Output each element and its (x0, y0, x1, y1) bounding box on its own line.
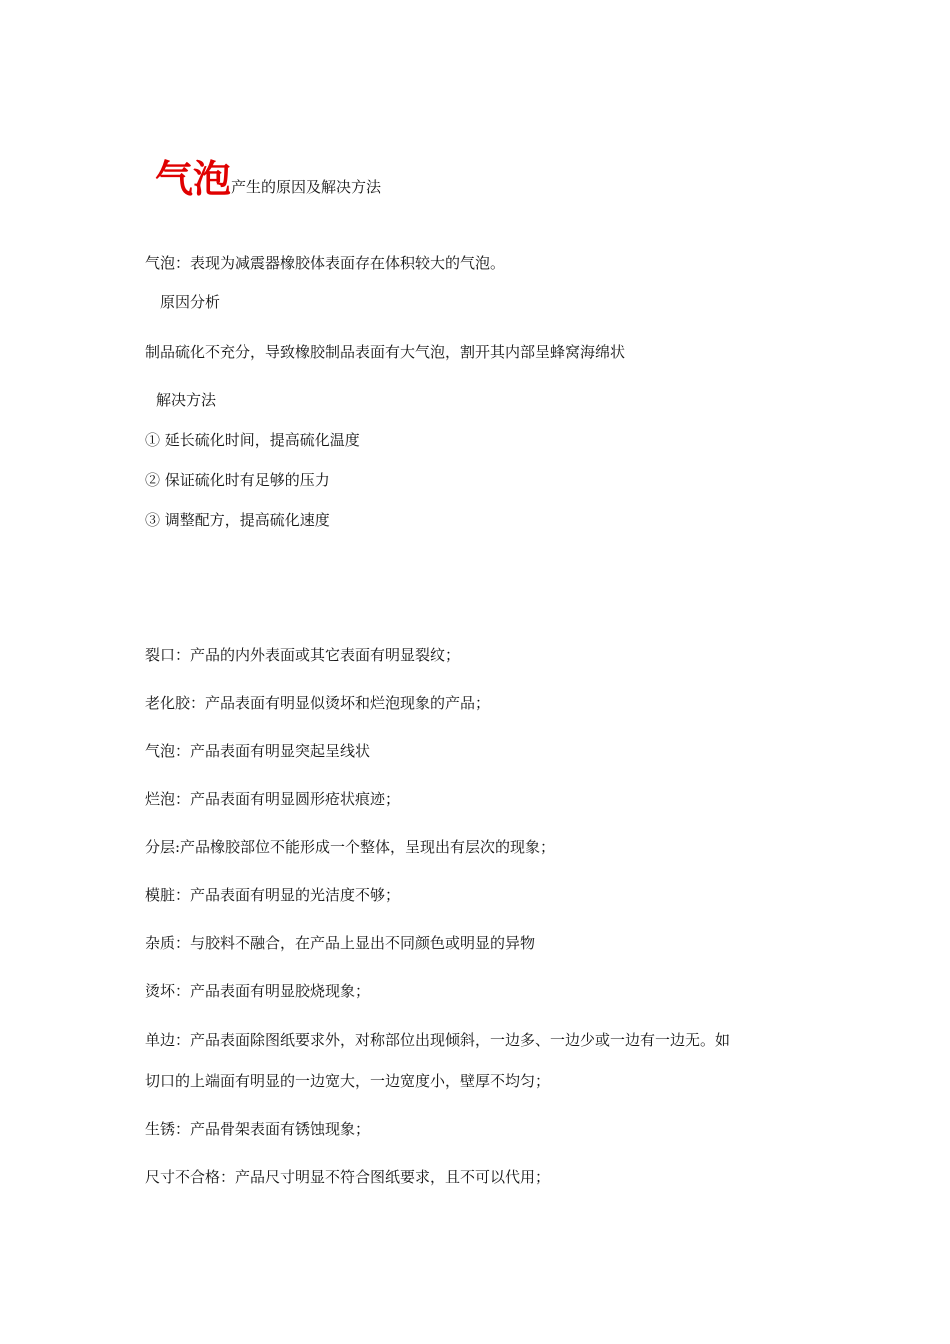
defect-item: 生锈：产品骨架表面有锈蚀现象； (145, 1120, 371, 1138)
cause-paragraph: 制品硫化不充分，导致橡胶制品表面有大气泡，割开其内部呈蜂窝海绵状 (145, 343, 626, 361)
cause-heading: 原因分析 (160, 293, 221, 311)
document-title (155, 157, 382, 201)
defect-item: 单边：产品表面除图纸要求外，对称部位出现倾斜，一边多、一边少或一边有一边无。如 (145, 1031, 731, 1049)
defect-item: 尺寸不合格：产品尺寸明显不符合图纸要求，且不可以代用； (145, 1168, 551, 1186)
solution-heading: 解决方法 (156, 391, 217, 409)
solution-item: ③ 调整配方，提高硫化速度 (145, 511, 330, 529)
intro-paragraph: 气泡：表现为减震器橡胶体表面存在体积较大的气泡。 (145, 254, 506, 272)
defect-item: 老化胶：产品表面有明显似烫坏和烂泡现象的产品； (145, 694, 491, 712)
defect-item: 分层:产品橡胶部位不能形成一个整体，呈现出有层次的现象； (145, 838, 556, 856)
title-highlight: 气泡 (155, 157, 232, 201)
title-rest: 产生的原因及解决方法 (231, 178, 382, 196)
defect-item-continuation: 切口的上端面有明显的一边宽大，一边宽度小，壁厚不均匀； (145, 1072, 551, 1090)
defect-item: 烫坏：产品表面有明显胶烧现象； (145, 982, 371, 1000)
defect-item: 杂质：与胶料不融合，在产品上显出不同颜色或明显的异物 (145, 934, 536, 952)
defect-item: 裂口：产品的内外表面或其它表面有明显裂纹； (145, 646, 461, 664)
defect-item: 气泡：产品表面有明显突起呈线状 (145, 742, 371, 760)
solution-item: ① 延长硫化时间，提高硫化温度 (145, 431, 360, 449)
defect-item: 模脏：产品表面有明显的光洁度不够； (145, 886, 401, 904)
solution-item: ② 保证硫化时有足够的压力 (145, 471, 330, 489)
defect-item: 烂泡：产品表面有明显圆形疮状痕迹； (145, 790, 401, 808)
